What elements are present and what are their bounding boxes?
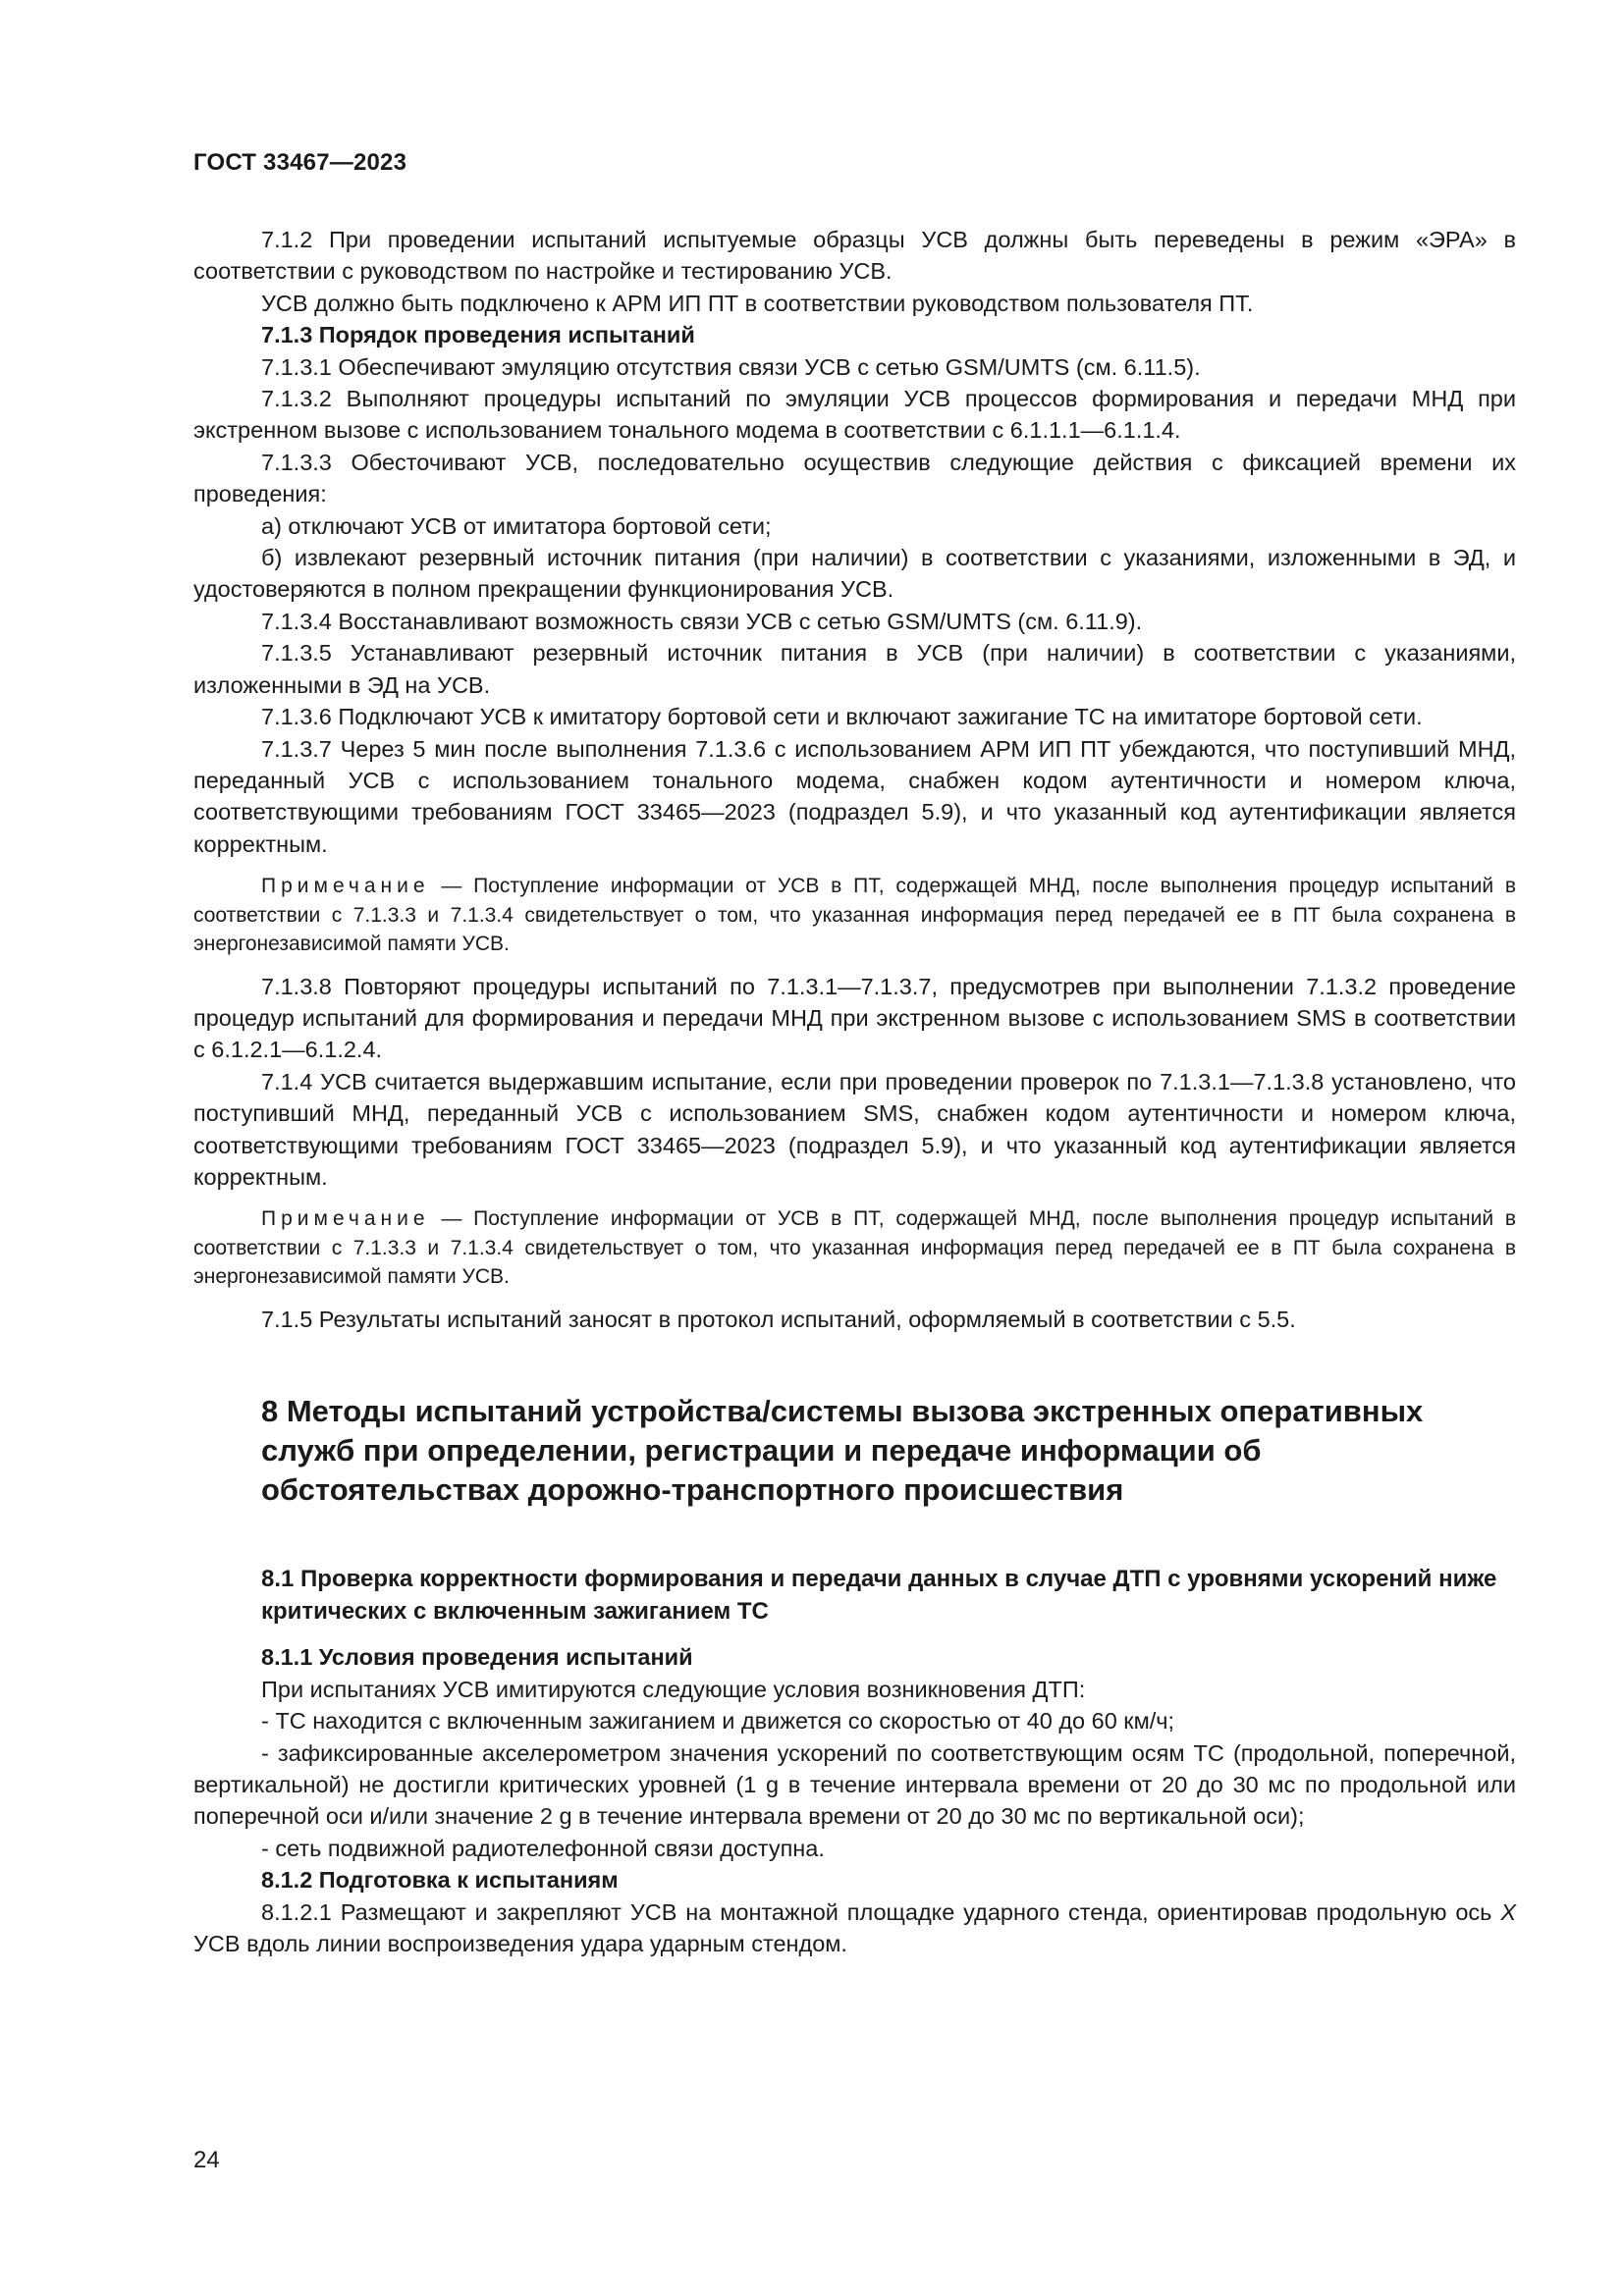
heading-8-1-2: 8.1.2 Подготовка к испытаниям	[261, 1867, 619, 1894]
paragraph-7-1-3-1: 7.1.3.1 Обеспечивают эмуляцию отсутствия связи УСВ с сетью GSM/UMTS (см. 6.11.5).	[261, 353, 1201, 380]
page-number: 24	[193, 2147, 220, 2173]
section-8-title: 8 Методы испытаний устройства/системы вызова экстренных оперативных служб при определении, регистрации и передаче информации об обстоятельствах дорожно-транспортного происшествия	[261, 1394, 1424, 1508]
paragraph-7-1-3-3: 7.1.3.3 Обесточивают УСВ, последовательно осуществив следующие действия с фиксацией времени их проведения:	[193, 449, 1516, 507]
note-text: — Поступление информации от УСВ в ПТ, содержащей МНД, после выполнения процедур испытаний в соответствии с 7.1.3.3 и 7.1.3.4 свидетельствует о том, что указанная информация перед передачей ее в ПТ была сохранена в энергонезависимой памяти УСВ.	[193, 875, 1516, 956]
note-text: — Поступление информации от УСВ в ПТ, содержащей МНД, после выполнения процедур испытаний в соответствии с 7.1.3.3 и 7.1.3.4 свидетельствует о том, что указанная информация перед передачей ее в ПТ была сохранена в энергонезависимой памяти УСВ.	[193, 1207, 1516, 1289]
heading-7-1-3: 7.1.3 Порядок проведения испытаний	[261, 322, 695, 348]
subsection-8-1-title: 8.1 Проверка корректности формирования и передачи данных в случае ДТП с уровнями ускорений ниже критических с включенным зажиганием ТС	[261, 1566, 1497, 1626]
axis-label: X	[1500, 1898, 1516, 1925]
paragraph-7-1-3-6: 7.1.3.6 Подключают УСВ к имитатору бортовой сети и включают зажигание ТС на имитаторе бортовой сети.	[261, 704, 1423, 730]
paragraph-7-1-2: 7.1.2 При проведении испытаний испытуемые образцы УСВ должны быть переведены в режим «ЭРА» в соответствии с руководством по настройке и тестированию УСВ.	[193, 227, 1516, 285]
paragraph-7-1-4: 7.1.4 УСВ считается выдержавшим испытание, если при проведении проверок по 7.1.3.1—7.1.3.8 установлено, что поступивший МНД, переданный УСВ с использованием SMS, снабжен кодом аутентичности и номером ключа, соответствующими требованиям ГОСТ 33465—2023 (подраздел 5.9), и что указанный код аутентификации является корректным.	[193, 1068, 1516, 1191]
paragraph-7-1-3-2: 7.1.3.2 Выполняют процедуры испытаний по эмуляции УСВ процессов формирования и передачи МНД при экстренном вызове с использованием тонального модема в соответствии с 6.1.1.1—6.1.1.4.	[193, 386, 1516, 444]
paragraph: При испытаниях УСВ имитируются следующие условия возникновения ДТП:	[261, 1676, 1086, 1702]
document-body	[193, 224, 1516, 1959]
paragraph-7-1-3-7: 7.1.3.7 Через 5 мин после выполнения 7.1.3.6 с использованием АРМ ИП ПТ убеждаются, что поступивший МНД, переданный УСВ с использованием тонального модема, снабжен кодом аутентичности и номером ключа, соответствующими требованиям ГОСТ 33465—2023 (подраздел 5.9), и что указанный код аутентификации является корректным.	[193, 735, 1516, 857]
list-item: - ТС находится с включенным зажиганием и движется со скоростью от 40 до 60 км/ч;	[261, 1708, 1175, 1735]
paragraph-7-1-3-8: 7.1.3.8 Повторяют процедуры испытаний по 7.1.3.1—7.1.3.7, предусмотрев при выполнении 7.1.3.2 проведение процедур испытаний для формирования и передачи МНД при экстренном вызове с использованием SMS в соответствии с 6.1.2.1—6.1.2.4.	[193, 973, 1516, 1063]
note-label: Примечание	[261, 1207, 430, 1231]
paragraph-7-1-3-5: 7.1.3.5 Устанавливают резервный источник питания в УСВ (при наличии) в соответствии с указаниями, изложенными в ЭД на УСВ.	[193, 640, 1516, 698]
paragraph-7-1-3-4: 7.1.3.4 Восстанавливают возможность связи УСВ с сетью GSM/UMTS (см. 6.11.9).	[261, 608, 1143, 634]
list-item-a: а) отключают УСВ от имитатора бортовой сети;	[261, 512, 772, 539]
heading-8-1-1: 8.1.1 Условия проведения испытаний	[261, 1644, 693, 1671]
paragraph: УСВ должно быть подключено к АРМ ИП ПТ в соответствии руководством пользователя ПТ.	[261, 290, 1254, 316]
document-header: ГОСТ 33467—2023	[193, 149, 407, 176]
list-item: - зафиксированные акселерометром значения ускорений по соответствующим осям ТС (продольной, поперечной, вертикальной) не достигли критических уровней (1 g в течение интервала времени от 20 до 30 мс по продольной или поперечной оси и/или значение 2 g в течение интервала времени от 20 до 30 мс по вертикальной оси);	[193, 1739, 1516, 1830]
text-run: УСВ вдоль линии воспроизведения удара ударным стендом.	[193, 1931, 847, 1957]
note-1	[193, 872, 1516, 959]
paragraph-7-1-5: 7.1.5 Результаты испытаний заносят в протокол испытаний, оформляемый в соответствии с 5.5.	[261, 1306, 1296, 1332]
list-item-b: б) извлекают резервный источник питания (при наличии) в соответствии с указаниями, изложенными в ЭД, и удостоверяются в полном прекращении функционирования УСВ.	[193, 545, 1516, 603]
list-item: - сеть подвижной радиотелефонной связи доступна.	[261, 1835, 825, 1861]
note-label: Примечание	[261, 875, 430, 898]
text-run: 8.1.2.1 Размещают и закрепляют УСВ на монтажной площадке ударного стенда, ориентировав продольную ось	[261, 1898, 1501, 1925]
note-2	[193, 1204, 1516, 1292]
paragraph-8-1-2-1	[193, 1896, 1516, 1960]
